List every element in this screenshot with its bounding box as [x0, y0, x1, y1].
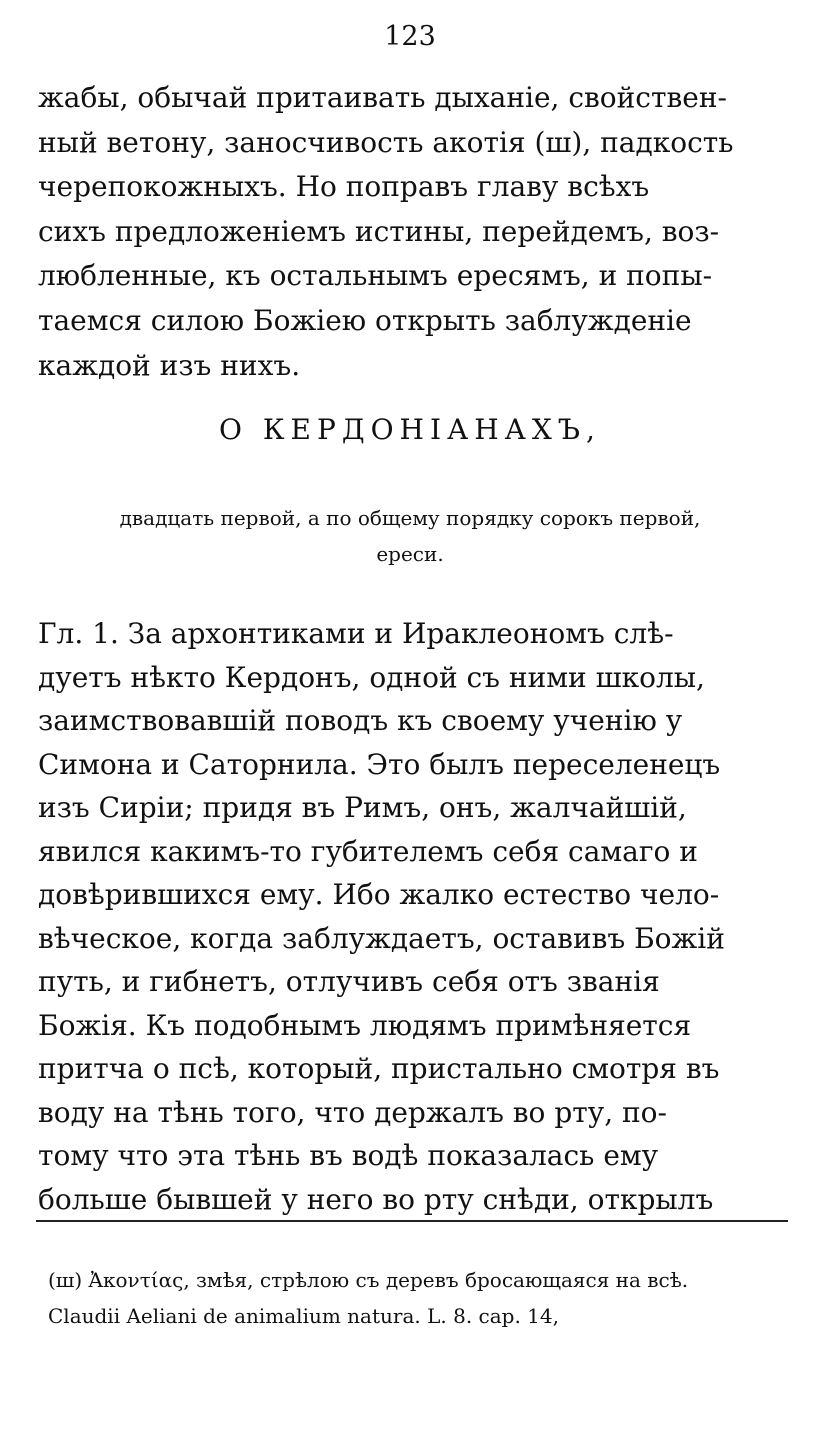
text-line: сихъ предложеніемъ истины, перейдемъ, воз- — [38, 214, 720, 248]
chapter-paragraph — [38, 612, 788, 1221]
text-line: Божія. Къ подобнымъ людямъ примѣняется — [38, 1008, 692, 1042]
text-line: жабы, обычай притаивать дыханіе, свойствен- — [38, 81, 727, 114]
text-line: заимствовавшій поводъ къ своему ученію у — [38, 704, 683, 737]
footnote-divider — [36, 1220, 788, 1222]
text-line: путь, и гибнетъ, отлучивъ себя отъ званія — [38, 965, 660, 998]
text-line: тому что эта тѣнь въ водѣ показалась ему — [38, 1139, 659, 1172]
page-number: 123 — [384, 21, 436, 52]
text-line: таемся силою Божіею открыть заблужденіе — [38, 303, 692, 337]
text-line: вѣческое, когда заблуждаетъ, оставивъ Божій — [38, 921, 725, 955]
text-line: больше бывшей у него во рту снѣди, открылъ — [38, 1182, 714, 1216]
text-line: явился какимъ-то губителемъ себя самаго и — [38, 834, 698, 868]
text-line: дуетъ нѣкто Кердонъ, одной съ ними школы, — [38, 660, 705, 694]
section-heading: О КЕРДОНІАНАХЪ, — [219, 413, 601, 446]
text-line: каждой изъ нихъ. — [38, 348, 301, 382]
text-line: черепокожныхъ. Но поправъ главу всѣхъ — [38, 170, 650, 204]
text-line: изъ Сиріи; придя въ Римъ, онъ, жалчайшій, — [38, 791, 687, 824]
paragraph-continuation — [38, 76, 782, 388]
subheading-line: ереси. — [376, 542, 444, 566]
footnotes — [48, 1262, 788, 1334]
text-line: Симона и Саторнила. Это былъ переселенецъ — [38, 747, 721, 781]
subheading-line: двадцать первой, а по общему порядку сорокъ первой, — [119, 506, 701, 530]
text-line: ный ветону, заносчивость акотія (ш), падкость — [38, 125, 734, 159]
text-line: притча о псѣ, который, пристально смотря въ — [38, 1052, 720, 1085]
footnote-line: (ш) Ἀκοντίας, змѣя, стрѣлою съ деревъ бросающаяся на всѣ. — [48, 1268, 689, 1292]
text-line: Гл. 1. За архонтиками и Ираклеономъ слѣ- — [38, 617, 674, 650]
text-line: довѣрившихся ему. Ибо жалко естество чело- — [38, 878, 720, 911]
footnote-line: Claudii Aeliani de animalium natura. L. 8. cap. 14, — [48, 1304, 559, 1328]
text-line: воду на тѣнь того, что держалъ во рту, по- — [38, 1095, 667, 1129]
section-subheading — [60, 500, 760, 572]
text-line: любленные, къ остальнымъ ересямъ, и попы- — [38, 259, 713, 293]
